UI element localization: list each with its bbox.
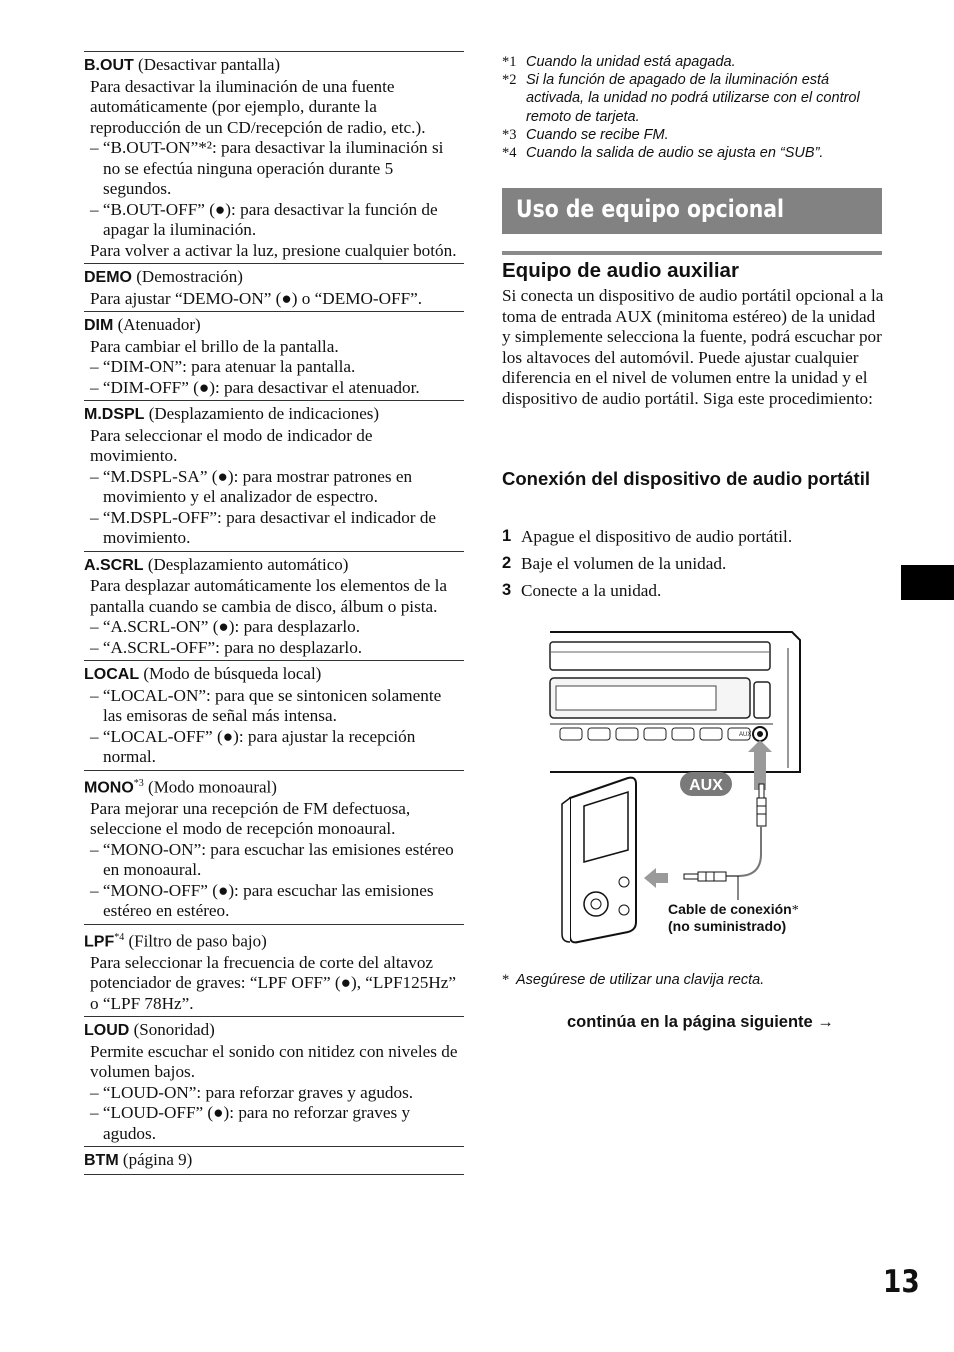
setting-option: – “B.OUT-ON”*²: para desactivar la iluminación si no se efectúa ninguna operación durante 5 segundos. xyxy=(90,138,444,198)
setting-subtitle: (página 9) xyxy=(122,1150,193,1170)
setting-entry xyxy=(84,552,464,662)
intro-paragraph: Si conecta un dispositivo de audio portátil opcional a la toma de entrada AUX (minitoma estéreo) de la unidad y simplemente selecciona la fuente, podrá escuchar por los altavoces del automóvil. Puede ajustar cualquier diferencia en el nivel de volumen entre la unidad y el dispositivo de audio portátil. Siga este procedimiento: xyxy=(502,286,884,408)
setting-footnote-ref: *4 xyxy=(114,931,125,943)
note-text: Asegúrese de utilizar una clavija recta. xyxy=(516,972,765,988)
connection-diagram xyxy=(548,628,808,948)
setting-entry xyxy=(84,771,464,925)
setting-header xyxy=(84,404,464,426)
setting-term: DIM xyxy=(84,317,114,334)
plug-note xyxy=(502,972,764,989)
setting-footnote-ref: *3 xyxy=(133,777,144,789)
steps-list xyxy=(502,523,882,604)
footnote-text: Cuando se recibe FM. xyxy=(526,126,669,143)
stereo-plug-horizontal xyxy=(684,872,726,881)
setting-subtitle: (Modo de búsqueda local) xyxy=(143,664,322,683)
footnote-text: Cuando la salida de audio se ajusta en “SUB”. xyxy=(526,145,824,162)
setting-term: LOCAL xyxy=(84,666,140,683)
footnotes xyxy=(502,53,882,162)
step-text: Conecte a la unidad. xyxy=(521,581,662,600)
step-text: Baje el volumen de la unidad. xyxy=(521,554,727,573)
arrow-left-icon xyxy=(644,868,668,888)
setting-entry xyxy=(84,312,464,401)
setting-term: A.SCRL xyxy=(84,556,144,574)
aux-small-label: AUX xyxy=(739,732,752,738)
note-mark: * xyxy=(502,972,510,988)
setting-subtitle: (Desactivar pantalla) xyxy=(138,55,281,74)
section-title: Uso de equipo opcional xyxy=(516,195,785,223)
step-number: 3 xyxy=(502,581,512,599)
setting-description: Para mejorar una recepción de FM defectuosa, seleccione el modo de recepción monoaural. xyxy=(90,798,411,839)
setting-entry xyxy=(84,1017,464,1147)
subsection-title: Equipo de audio auxiliar xyxy=(502,259,739,282)
step-item xyxy=(502,577,882,604)
setting-subtitle: (Sonoridad) xyxy=(133,1020,215,1040)
cable-label-line2: (no suministrado) xyxy=(668,918,787,934)
setting-header xyxy=(84,555,464,577)
step-text: Apague el dispositivo de audio portátil. xyxy=(521,527,793,546)
connection-illustration xyxy=(548,628,808,948)
footnote-text: Cuando la unidad está apagada. xyxy=(526,54,736,70)
setting-term: BTM xyxy=(84,1152,119,1170)
setting-header xyxy=(84,664,464,686)
setting-header xyxy=(84,55,464,77)
setting-term: B.OUT xyxy=(84,57,134,74)
setting-subtitle: (Filtro de paso bajo) xyxy=(128,931,267,951)
setting-subtitle: (Desplazamiento de indicaciones) xyxy=(148,404,380,423)
setting-entry xyxy=(84,1147,464,1175)
setting-option: – “LOCAL-OFF” (●): para ajustar la recepción normal. xyxy=(90,726,416,766)
aux-callout xyxy=(680,772,732,796)
setting-description: Para desplazar automáticamente los elementos de la pantalla cuando se cambia de disco, álbum o pista. xyxy=(90,576,447,616)
setting-option: – “M.DSPL-OFF”: para desactivar el indicador de movimiento. xyxy=(90,507,437,547)
setting-option: – “MONO-ON”: para escuchar las emisiones estéreo en monoaural. xyxy=(90,839,454,880)
setting-entry xyxy=(84,401,464,552)
setting-header xyxy=(84,267,464,289)
setting-subtitle: (Demostración) xyxy=(136,267,243,286)
cable-label-line1: Cable de conexión* xyxy=(668,901,799,918)
footnote xyxy=(502,71,882,126)
step-item xyxy=(502,523,882,550)
connection-title: Conexión del dispositivo de audio portátil xyxy=(502,468,870,489)
setting-option: – “M.DSPL-SA” (●): para mostrar patrones en movimiento y el analizador de espectro. xyxy=(90,466,413,506)
setting-option: – “B.OUT-OFF” (●): para desactivar la función de apagar la iluminación. xyxy=(90,199,438,239)
footnote xyxy=(502,144,882,162)
setting-subtitle: (Desplazamiento automático) xyxy=(147,554,349,574)
setting-description: Para cambiar el brillo de la pantalla. xyxy=(90,336,339,356)
section-rule xyxy=(502,251,882,255)
setting-option: – “LOCAL-ON”: para que se sintonicen solamente las emisoras de señal más intensa. xyxy=(90,685,442,725)
footnote-mark: *3 xyxy=(502,126,517,143)
continue-next-page: continúa en la página siguiente → xyxy=(567,1013,834,1031)
page-number: 13 xyxy=(883,1264,920,1300)
section-banner xyxy=(502,188,882,234)
setting-entry xyxy=(84,264,464,312)
preset-buttons xyxy=(560,728,750,740)
setting-header xyxy=(84,1020,464,1042)
settings-list xyxy=(84,51,464,1175)
footnote-mark: *4 xyxy=(502,145,517,162)
portable-audio-player xyxy=(562,778,636,943)
setting-option: – “MONO-OFF” (●): para escuchar las emisiones estéreo en estéreo. xyxy=(90,880,434,921)
setting-term: LPF xyxy=(84,933,115,951)
setting-option: – “LOUD-OFF” (●): para no reforzar graves y agudos. xyxy=(90,1103,411,1143)
setting-term: LOUD xyxy=(84,1022,130,1040)
setting-header xyxy=(84,774,464,799)
setting-entry xyxy=(84,52,464,264)
side-tab xyxy=(901,565,954,600)
setting-option: – “LOUD-ON”: para reforzar graves y agudos. xyxy=(90,1082,414,1102)
step-item xyxy=(502,550,882,577)
footnote xyxy=(502,53,882,71)
setting-header xyxy=(84,1150,464,1172)
footnote-mark: *2 xyxy=(502,72,517,89)
footnote-text: Si la función de apagado de la iluminación está activada, la unidad no podrá utilizarse con el control remoto de tarjeta. xyxy=(526,72,860,125)
setting-entry xyxy=(84,661,464,771)
setting-subtitle: (Atenuador) xyxy=(117,315,201,334)
step-number: 1 xyxy=(502,527,512,545)
setting-option: – “A.SCRL-OFF”: para no desplazarlo. xyxy=(90,637,363,657)
setting-header xyxy=(84,315,464,337)
setting-description: Para seleccionar el modo de indicador de movimiento. xyxy=(90,425,373,465)
setting-description: Para desactivar la iluminación de una fuente automáticamente (por ejemplo, durante la reproducción de un CD/recepción de radio, etc.). xyxy=(90,76,426,137)
setting-term: MONO xyxy=(84,779,134,797)
setting-entry xyxy=(84,925,464,1018)
setting-note: Para volver a activar la luz, presione cualquier botón. xyxy=(90,240,457,260)
aux-callout-label: AUX xyxy=(689,777,723,794)
setting-description: Permite escuchar el sonido con nitidez con niveles de volumen bajos. xyxy=(90,1041,458,1082)
setting-description: Para ajustar “DEMO-ON” (●) o “DEMO-OFF”. xyxy=(90,288,423,308)
footnote xyxy=(502,126,882,144)
setting-subtitle: (Modo monoaural) xyxy=(148,777,277,797)
setting-option: – “DIM-ON”: para atenuar la pantalla. xyxy=(90,357,356,376)
setting-term: M.DSPL xyxy=(84,406,145,423)
connection-cable xyxy=(726,826,761,876)
footnote-mark: *1 xyxy=(502,54,517,70)
setting-header xyxy=(84,928,464,953)
setting-description: Para seleccionar la frecuencia de corte del altavoz potenciador de graves: “LPF OFF” (●), “LPF125Hz” o “LPF 78Hz”. xyxy=(90,952,456,1013)
stereo-plug-vertical xyxy=(757,784,766,826)
step-number: 2 xyxy=(502,554,512,572)
setting-option: – “A.SCRL-ON” (●): para desplazarlo. xyxy=(90,617,361,636)
setting-term: DEMO xyxy=(84,269,132,286)
setting-option: – “DIM-OFF” (●): para desactivar el atenuador. xyxy=(90,377,420,397)
